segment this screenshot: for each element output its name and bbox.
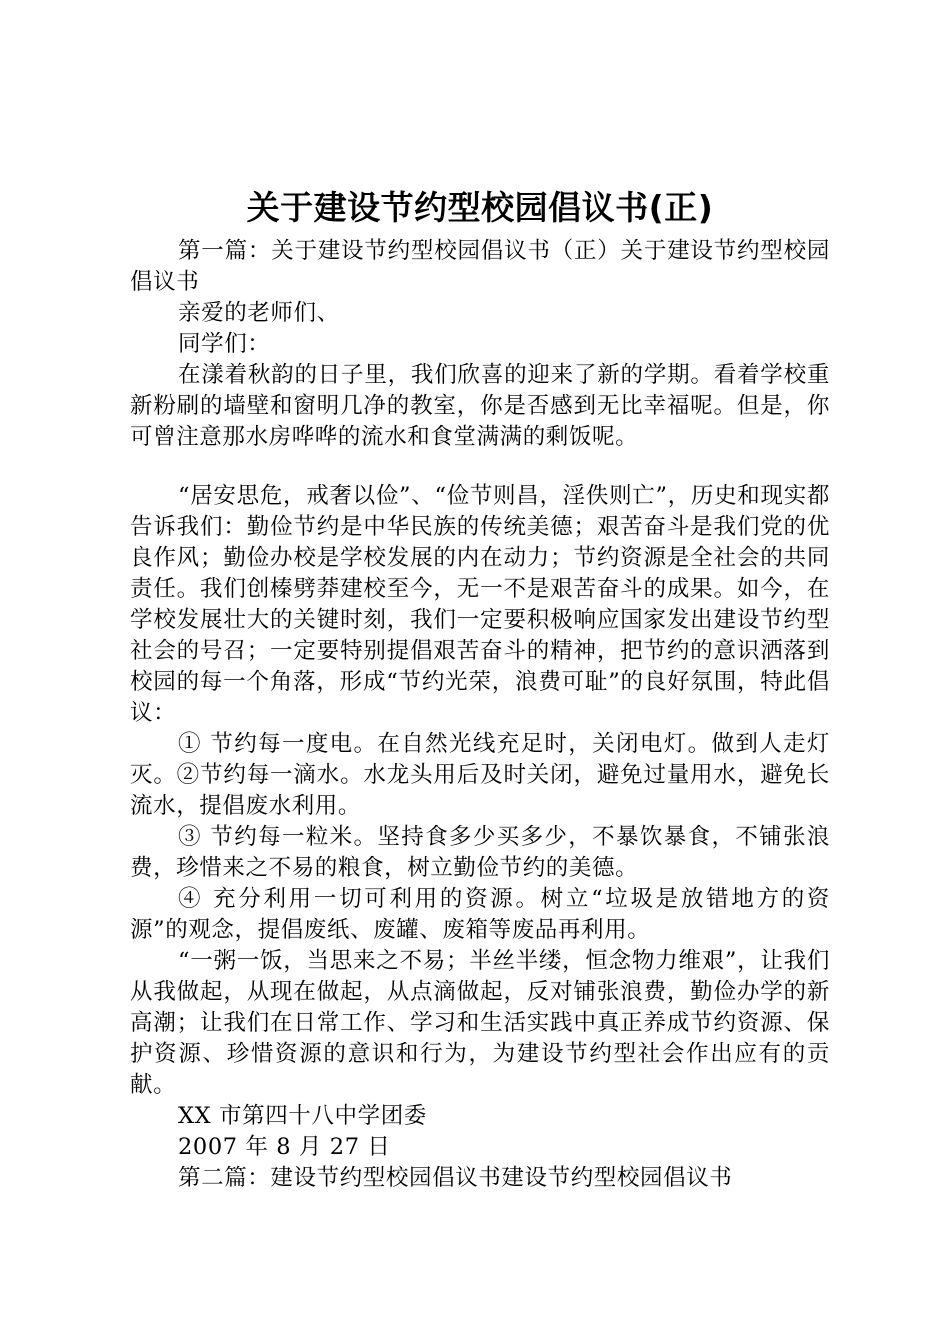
paragraph-gap <box>130 453 830 481</box>
proposal-item-4: ④ 充分利用一切可利用的资源。树立“垃圾是放错地方的资源”的观念，提倡废纸、废罐、废箱等废品再利用。 <box>130 886 830 943</box>
section-heading-1: 第一篇：关于建设节约型校园倡议书（正）关于建设节约型校园倡议书 <box>130 238 830 295</box>
document-body <box>130 236 830 1194</box>
closing-paragraph: “一粥一饭，当思来之不易；半丝半缕，恒念物力维艰”，让我们从我做起，从现在做起，从点滴做起，反对铺张浪费，勤俭办学的新高潮；让我们在日常工作、学习和生活实践中真正养成节约资源、保护资源、珍惜资源的意识和行为，为建设节约型社会作出应有的贡献。 <box>130 948 830 1098</box>
proposal-item-1-2: ① 节约每一度电。在自然光线充足时，关闭电灯。做到人走灯灭。②节约每一滴水。水龙头用后及时关闭，避免过量用水，避免长流水，提倡废水利用。 <box>130 731 830 819</box>
proposal-item-3: ③ 节约每一粒米。坚持食多少买多少，不暴饮暴食，不铺张浪费，珍惜来之不易的粮食，树立勤俭节约的美德。 <box>130 824 830 881</box>
motivation-paragraph: “居安思危，戒奢以俭”、“俭节则昌，淫佚则亡”，历史和现实都告诉我们：勤俭节约是中华民族的传统美德；艰苦奋斗是我们党的优良作风；勤俭办校是学校发展的内在动力；节约资源是全社会的共同责任。我们创榛劈莽建校至今，无一不是艰苦奋斗的成果。如今，在学校发展壮大的关键时刻，我们一定要积极响应国家发出建设节约型社会的号召；一定要特别提倡艰苦奋斗的精神，把节约的意识洒落到校园的每一个角落，形成“节约光荣，浪费可耻”的良好氛围，特此倡议： <box>130 483 830 726</box>
signature-organization: XX 市第四十八中学团委 <box>178 1103 427 1129</box>
document-title: 关于建设节约型校园倡议书(正) <box>246 188 714 227</box>
intro-paragraph: 在漾着秋韵的日子里，我们欣喜的迎来了新的学期。看着学校重新粉刷的墙壁和窗明几净的教室，你是否感到无比幸福呢。但是，你可曾注意那水房哗哗的流水和食堂满满的剩饭呢。 <box>130 362 830 450</box>
section-heading-2: 第二篇：建设节约型校园倡议书建设节约型校园倡议书 <box>178 1165 733 1191</box>
salutation-students: 同学们： <box>178 331 271 357</box>
salutation-teachers: 亲爱的老师们、 <box>178 300 340 326</box>
signature-date: 2007 年 8 月 27 日 <box>178 1134 391 1160</box>
